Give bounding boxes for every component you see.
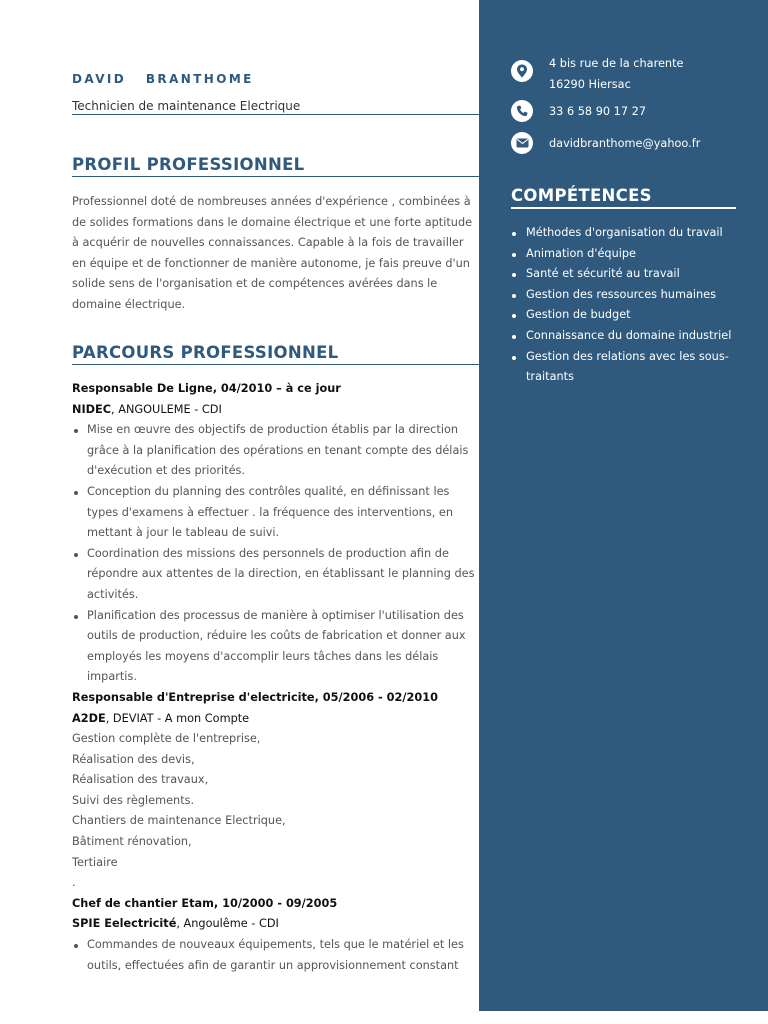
- job-employer-line: [72, 400, 479, 421]
- list-item: Gestion des ressources humaines: [511, 285, 741, 306]
- job-employer-line: [72, 709, 479, 730]
- list-item: Conception du planning des contrôles qualité, en définissant les types d'examens à effectuer . la fréquence des interventions, en mettant à jour le tableau de suivi.: [72, 482, 479, 544]
- list-item: Commandes de nouveaux équipements, tels que le matériel et les outils, effectuées afin de garantir un approvisionnement constant: [72, 935, 479, 976]
- skills-list: [511, 223, 741, 388]
- list-item: Santé et sécurité au travail: [511, 264, 741, 285]
- job-heading: Responsable De Ligne, 04/2010 – à ce jour: [72, 382, 341, 395]
- profile-text: Professionnel doté de nombreuses années d'expérience , combinées à de solides formations dans le domaine électrique et une forte aptitude à acquérir de nouvelles connaissances. Capable à la fois de travailler en équipe et de fonctionner de manière autonome, je fais preuve d'un solide sens de l'organisation et de compétences avérées dans le domaine électrique.: [72, 195, 473, 311]
- job-bullets: [72, 935, 479, 976]
- job-line: Réalisation des devis,: [72, 752, 195, 766]
- list-item: Mise en œuvre des objectifs de production établis par la direction grâce à la planification des opérations en tenant compte des délais d'exécution et des priorités.: [72, 420, 479, 482]
- candidate-name: DAVID BRANTHOME: [72, 72, 254, 86]
- job-line: Bâtiment rénovation,: [72, 835, 192, 849]
- skills-section-title: COMPÉTENCES: [511, 186, 736, 209]
- job-employer: NIDEC: [72, 402, 112, 416]
- address-line-1: 4 bis rue de la charente: [549, 57, 684, 70]
- list-item: Gestion de budget: [511, 305, 741, 326]
- contact-address: [511, 57, 684, 95]
- job-line: Suivi des règlements.: [72, 793, 195, 807]
- address-line-2: 16290 Hiersac: [549, 78, 631, 91]
- job-line: Tertiaire: [72, 855, 118, 869]
- contact-phone: [511, 100, 646, 122]
- job-bullets: [72, 420, 479, 688]
- job-location: , Angoulême - CDI: [176, 917, 279, 931]
- contact-email: [511, 132, 700, 154]
- job-line: .: [72, 876, 76, 890]
- job-line: Gestion complète de l'entreprise,: [72, 732, 261, 746]
- list-item: Coordination des missions des personnels de production afin de répondre aux attentes de la direction, en établissant le planning des activités.: [72, 544, 479, 606]
- list-item: Planification des processus de manière à optimiser l'utilisation des outils de production, réduire les coûts de fabrication et donner aux employés les moyens d'accomplir leurs tâches dans les délais impartis.: [72, 606, 479, 688]
- job-employer: A2DE: [72, 711, 106, 725]
- list-item: Méthodes d'organisation du travail: [511, 223, 741, 244]
- list-item: Animation d'équipe: [511, 244, 741, 265]
- sidebar: [479, 0, 768, 1011]
- envelope-icon: [511, 132, 533, 154]
- list-item: Connaissance du domaine industriel: [511, 326, 741, 347]
- profile-section-title: PROFIL PROFESSIONNEL: [72, 155, 479, 177]
- job-line: Chantiers de maintenance Electrique,: [72, 814, 286, 828]
- job-location: , ANGOULEME - CDI: [111, 402, 222, 416]
- email-link[interactable]: davidbranthome@yahoo.fr: [549, 137, 701, 150]
- job-heading: Responsable d'Entreprise d'electricite, 05/2006 - 02/2010: [72, 690, 438, 704]
- location-pin-icon: [511, 60, 533, 82]
- job-employer: SPIE Eelectricité: [72, 917, 177, 931]
- experience-list: [72, 379, 479, 976]
- job-heading: Chef de chantier Etam, 10/2000 - 09/2005: [72, 896, 338, 910]
- job-location: , DEVIAT - A mon Compte: [105, 711, 250, 725]
- phone-icon: [511, 100, 533, 122]
- experience-section-title: PARCOURS PROFESSIONNEL: [72, 343, 479, 365]
- phone-number: 33 6 58 90 17 27: [549, 105, 647, 118]
- job-line: Réalisation des travaux,: [72, 773, 209, 787]
- job-employer-line: [72, 914, 479, 935]
- list-item: Gestion des relations avec les sous-traitants: [511, 347, 741, 388]
- job-title: Technicien de maintenance Electrique: [72, 99, 479, 115]
